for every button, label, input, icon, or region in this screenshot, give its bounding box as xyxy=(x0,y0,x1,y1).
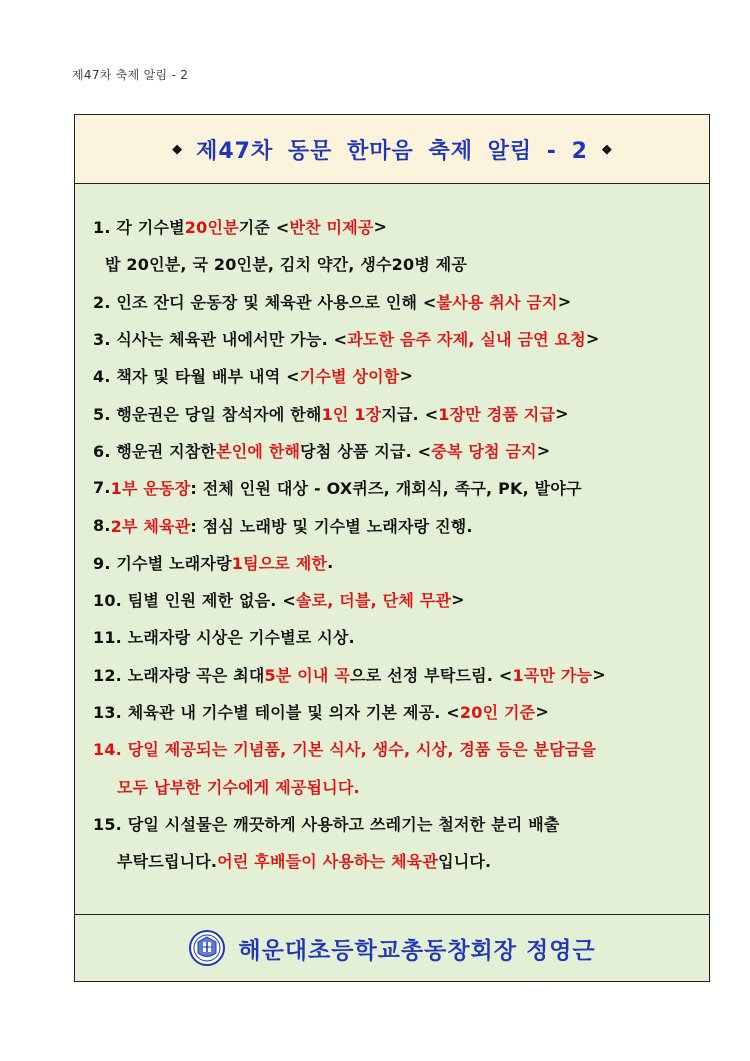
notice-line xyxy=(93,394,709,431)
line-text: 모두 납부한 기수에게 제공됩니다. xyxy=(117,777,360,797)
line-text: 기준 < xyxy=(238,218,290,238)
line-text: > xyxy=(557,291,572,311)
notice-line xyxy=(93,357,709,394)
line-text: 3. 식사는 체육관 내에서만 가능. < xyxy=(93,330,348,350)
highlight-text: 1인 1장 xyxy=(321,404,382,424)
line-text: 4. 책자 및 타월 배부 내역 < xyxy=(93,367,300,387)
line-text: 15. 당일 시설물은 깨끗하게 사용하고 쓰레기는 철저한 분리 배출 xyxy=(93,814,560,834)
line-text: > xyxy=(555,403,569,423)
highlight-text: 1장만 경품 지급 xyxy=(438,404,556,424)
highlight-text: 과도한 음주 자제, 실내 금연 요청 xyxy=(347,330,586,350)
line-text: . xyxy=(327,552,334,572)
highlight-text: 1곡만 가능 xyxy=(512,665,593,685)
line-text: > xyxy=(399,366,414,386)
line-text: 밥 20인분, 국 20인분, 김치 약간, 생수20병 제공 xyxy=(105,255,468,275)
highlight-text: 20인분 xyxy=(184,218,239,238)
line-text: : 점심 노래방 및 기수별 노래자랑 진행. xyxy=(190,516,473,536)
notice-line xyxy=(93,245,709,282)
line-text: 10. 팀별 인원 제한 없음. < xyxy=(93,591,296,611)
highlight-text: 기수별 상이함 xyxy=(299,367,400,387)
line-text: > xyxy=(535,702,549,721)
line-text: 7. xyxy=(93,478,111,498)
line-text: 6. 행운권 지참한 xyxy=(93,441,217,461)
highlight-text: 본인에 한해 xyxy=(216,441,301,461)
notice-line xyxy=(93,469,709,506)
notice-line xyxy=(93,730,709,767)
highlight-text: 불사용 취사 금지 xyxy=(436,292,558,312)
line-text: 14. 당일 제공되는 기념품, 기본 식사, 생수, 시상, 경품 등은 분담금을 xyxy=(93,740,597,760)
highlight-text: 반찬 미제공 xyxy=(289,218,374,238)
highlight-text: 1팀으로 제한 xyxy=(231,553,328,573)
notice-line xyxy=(93,432,709,469)
running-header: 제47차 축제 알림 - 2 xyxy=(72,68,189,82)
notice-items xyxy=(75,184,709,915)
line-text: 5. 행운권은 당일 참석자에 한해 xyxy=(93,404,322,424)
line-text: 1. 각 기수별 xyxy=(93,218,185,238)
line-text: 2. 인조 잔디 운동장 및 체육관 사용으로 인해 < xyxy=(93,292,437,312)
highlight-text: 5분 이내 곡 xyxy=(264,665,351,685)
line-text: > xyxy=(585,329,600,349)
diamond-icon: ◆ xyxy=(601,141,612,157)
highlight-text: 솔로, 더블, 단체 무관 xyxy=(295,591,452,611)
line-text: 12. 노래자랑 곡은 최대 xyxy=(93,665,265,685)
notice-line xyxy=(93,656,709,693)
title-band xyxy=(75,115,709,184)
notice-line xyxy=(93,767,709,804)
notice-line xyxy=(93,544,709,581)
signature-text: 해운대초등학교총동창회장 정영근 xyxy=(238,937,596,964)
line-text: > xyxy=(373,217,388,237)
highlight-text: 1부 운동장 xyxy=(110,479,191,499)
notice-box xyxy=(74,114,710,982)
line-text: 지급. < xyxy=(381,404,439,424)
notice-line xyxy=(93,320,709,357)
line-text: > xyxy=(592,664,606,684)
highlight-text: 중복 당첨 금지 xyxy=(431,441,537,461)
line-text: 입니다. xyxy=(438,852,492,872)
line-text: 8. xyxy=(93,515,111,535)
line-text: 으로 선정 부탁드림. < xyxy=(350,665,513,685)
notice-line xyxy=(93,618,709,655)
line-text: 당첨 상품 지급. < xyxy=(300,441,432,461)
notice-line xyxy=(93,805,709,842)
school-emblem-icon xyxy=(188,929,226,967)
highlight-text: 20인 기준 xyxy=(459,703,536,722)
notice-line xyxy=(93,208,709,245)
line-text: 부탁드립니다. xyxy=(117,852,218,872)
notice-title: 제47차 동문 한마음 축제 알림 - 2 xyxy=(196,138,588,164)
notice-line xyxy=(93,581,709,618)
line-text: 9. 기수별 노래자랑 xyxy=(93,553,232,573)
notice-line xyxy=(93,283,709,320)
notice-line xyxy=(93,506,709,543)
highlight-text: 2부 체육관 xyxy=(110,516,191,536)
notice-line xyxy=(93,693,709,730)
line-text: : 전체 인원 대상 - OX퀴즈, 개회식, 족구, PK, 발야구 xyxy=(190,479,582,499)
line-text: > xyxy=(536,440,551,460)
line-text: > xyxy=(451,590,465,610)
signature-band xyxy=(75,915,709,981)
diamond-icon: ◆ xyxy=(172,141,183,157)
line-text: 13. 체육관 내 기수별 테이블 및 의자 기본 제공. < xyxy=(93,703,460,722)
highlight-text: 어린 후배들이 사용하는 체육관 xyxy=(217,852,439,872)
notice-line xyxy=(93,842,709,879)
line-text: 11. 노래자랑 시상은 기수별로 시상. xyxy=(93,628,355,648)
